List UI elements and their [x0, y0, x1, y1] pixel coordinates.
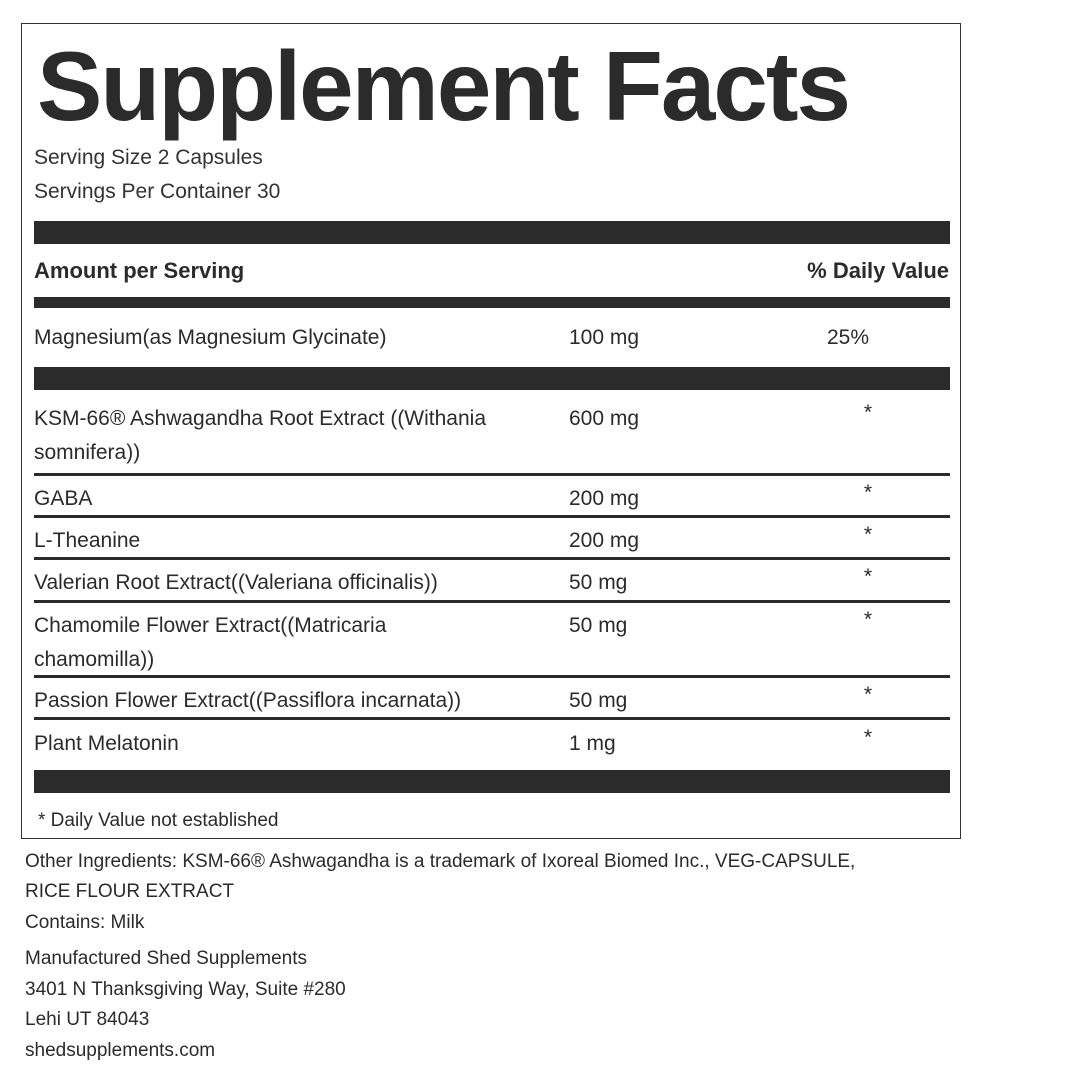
manufacturer-address: 3401 N Thanksgiving Way, Suite #280: [25, 979, 346, 1000]
row-divider: [34, 515, 950, 518]
ingredient-daily-value: *: [863, 683, 873, 706]
row-divider: [34, 557, 950, 560]
row-divider: [34, 675, 950, 678]
row-divider: [34, 717, 950, 720]
manufacturer-name: Manufactured Shed Supplements: [25, 948, 308, 969]
ingredient-daily-value: *: [863, 481, 873, 504]
manufacturer-website: shedsupplements.com: [25, 1040, 216, 1061]
row-divider: [34, 600, 950, 603]
ingredient-name: Valerian Root Extract((Valeriana officinalis)): [34, 571, 438, 594]
supplement-facts-panel: [21, 23, 961, 839]
thick-divider: [34, 221, 950, 244]
manufacturer-city: Lehi UT 84043: [25, 1009, 150, 1030]
daily-value-header: % Daily Value: [807, 258, 949, 283]
ingredient-amount: 200 mg: [569, 529, 640, 552]
ingredient-name: Chamomile Flower Extract((Matricaria: [34, 614, 387, 637]
ingredient-amount: 600 mg: [569, 407, 640, 430]
ingredient-name: L-Theanine: [34, 529, 141, 552]
ingredient-daily-value: *: [863, 401, 873, 424]
ingredient-daily-value: *: [863, 523, 873, 546]
ingredient-daily-value: *: [863, 608, 873, 631]
ingredient-name: Plant Melatonin: [34, 732, 179, 755]
amount-per-serving-header: Amount per Serving: [34, 258, 245, 283]
ingredient-amount: 1 mg: [569, 732, 616, 755]
thick-divider: [34, 770, 950, 793]
ingredient-name: GABA: [34, 487, 93, 510]
ingredient-amount: 50 mg: [569, 614, 628, 637]
servings-per-container: Servings Per Container 30: [34, 180, 281, 203]
thick-divider: [34, 367, 950, 390]
ingredient-daily-value: *: [863, 565, 873, 588]
panel-title: Supplement Facts: [37, 31, 850, 141]
nutrient-amount: 100 mg: [569, 326, 640, 349]
ingredient-name-continued: chamomilla)): [34, 648, 155, 671]
nutrient-name: Magnesium(as Magnesium Glycinate): [34, 326, 387, 349]
ingredient-name: Passion Flower Extract((Passiflora incarnata)): [34, 689, 462, 712]
ingredient-daily-value: *: [863, 726, 873, 749]
other-ingredients-line2: RICE FLOUR EXTRACT: [25, 881, 235, 902]
contains-statement: Contains: Milk: [25, 912, 145, 933]
ingredient-amount: 200 mg: [569, 487, 640, 510]
row-divider: [34, 473, 950, 476]
medium-divider: [34, 297, 950, 308]
ingredient-amount: 50 mg: [569, 689, 628, 712]
serving-size: Serving Size 2 Capsules: [34, 146, 263, 169]
ingredient-amount: 50 mg: [569, 571, 628, 594]
nutrient-daily-value: 25%: [826, 326, 870, 349]
ingredient-name: KSM-66® Ashwagandha Root Extract ((Withania: [34, 407, 487, 430]
ingredient-name-continued: somnifera)): [34, 441, 141, 464]
footnote: * Daily Value not established: [38, 810, 279, 831]
other-ingredients-line1: Other Ingredients: KSM-66® Ashwagandha is a trademark of Ixoreal Biomed Inc., VEG-CAPSULE,: [25, 851, 856, 872]
